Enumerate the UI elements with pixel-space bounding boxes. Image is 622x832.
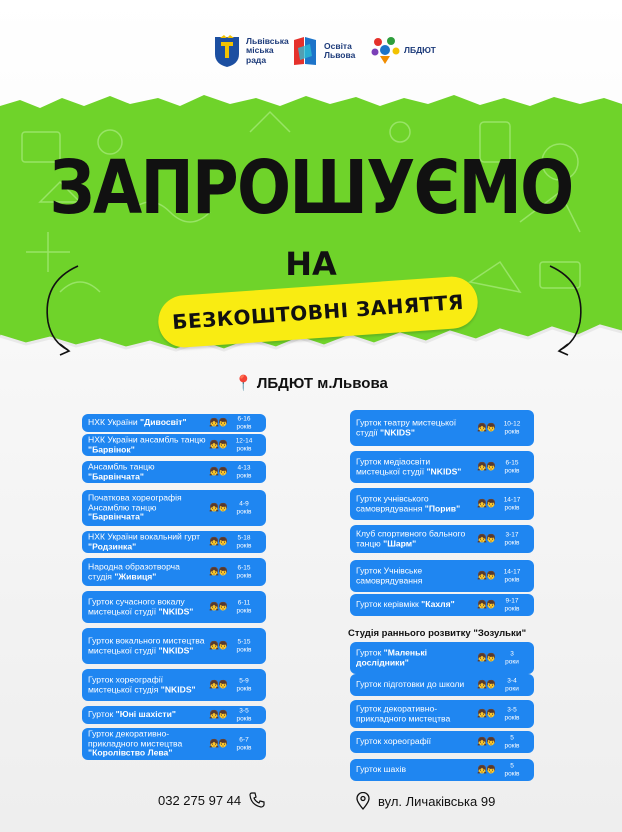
age-range-unit: років: [504, 742, 520, 749]
age-range-value: 3: [510, 650, 514, 658]
activity-name: [88, 562, 206, 581]
city-logo-line1: Львівська: [246, 35, 289, 46]
age-range-unit: років: [236, 472, 252, 479]
activity-card[interactable]: [350, 410, 534, 446]
location-label: ЛБДЮТ м.Львова: [256, 375, 388, 392]
lbdyut-logo-text: ЛБДЮТ: [404, 45, 436, 56]
age-range-value: 3-5: [507, 706, 517, 714]
title-na: НА: [285, 245, 337, 283]
activity-name-text: Ансамбль танцю: [88, 461, 155, 472]
activity-name: [356, 566, 474, 585]
age-range-value: 14-17: [503, 568, 521, 576]
activity-name-text: Гурток шахів: [356, 764, 407, 775]
lbdyut-logo: [370, 34, 436, 68]
age-range: [226, 737, 262, 752]
activity-name-quoted: "Порив": [424, 503, 461, 513]
phone-icon: [249, 792, 265, 808]
age-range-value: 3-5: [239, 707, 249, 715]
age-range-unit: років: [504, 576, 520, 583]
age-range-unit: років: [236, 646, 252, 653]
children-emoji-icon: 👧👦: [477, 653, 495, 663]
age-range-unit: роки: [505, 658, 519, 665]
activity-card[interactable]: [82, 591, 266, 623]
studio-heading: Студія раннього розвитку "Зозульки": [348, 628, 527, 639]
age-range: [226, 438, 262, 453]
age-range: [494, 421, 530, 436]
age-range-value: 4-9: [239, 500, 249, 508]
activity-name: [88, 462, 206, 481]
activity-name-text: Гурток хореографії мистецької студія: [88, 674, 164, 694]
age-range: [226, 465, 262, 480]
activity-name-quoted: "Юні шахісти": [115, 709, 176, 720]
children-emoji-icon: 👧👦: [209, 567, 227, 577]
activity-name-quoted: "Дивосвіт": [140, 417, 187, 428]
location-heading: [0, 374, 622, 392]
age-range-unit: років: [236, 572, 252, 579]
children-emoji-icon: 👧👦: [209, 418, 227, 428]
age-range-unit: років: [236, 508, 252, 515]
lviv-city-council-logo: [212, 34, 289, 68]
activity-name-text: Гурток вокального мистецтва мистецької студії: [88, 635, 205, 655]
activity-name: [88, 597, 206, 616]
edu-logo-line1: Освіта: [324, 40, 352, 51]
age-range-value: 5: [510, 734, 514, 742]
activity-name-quoted: "Барвінок": [88, 444, 135, 454]
activity-card[interactable]: [82, 434, 266, 456]
activity-name-text: Клуб спортивного бального танцю: [356, 528, 466, 548]
age-range-value: 3-4: [507, 677, 517, 685]
activity-name-quoted: "Родзинка": [88, 541, 137, 551]
children-emoji-icon: 👧👦: [209, 537, 227, 547]
phone-contact[interactable]: [158, 792, 265, 808]
activity-name-quoted: "Шарм": [383, 538, 417, 548]
activity-card[interactable]: [82, 706, 266, 724]
activity-card[interactable]: [82, 669, 266, 701]
phone-number: 032 275 97 44: [158, 792, 242, 808]
age-range: [226, 678, 262, 693]
activity-card[interactable]: [350, 700, 534, 728]
city-logo-line3: рада: [246, 54, 267, 65]
activity-card[interactable]: [82, 558, 266, 586]
logo-bar: [0, 34, 622, 80]
activity-name: [356, 418, 474, 437]
activity-card[interactable]: [82, 461, 266, 483]
activity-name-text: Гурток декоративно-прикладного мистецтва: [88, 728, 183, 749]
age-range-unit: років: [236, 445, 252, 452]
free-classes-label: БЕЗКОШТОВНІ ЗАНЯТТЯ: [171, 289, 465, 335]
age-range-unit: років: [236, 685, 252, 692]
activity-card[interactable]: [82, 414, 266, 432]
age-range: [494, 763, 530, 778]
activity-name-text: НХК України ансамбль танцю: [88, 434, 206, 445]
city-logo-line2: міська: [246, 45, 274, 56]
activity-name-quoted: "NKIDS": [160, 684, 196, 694]
age-range: [494, 460, 530, 475]
activity-name: [88, 675, 206, 694]
age-range-unit: років: [504, 467, 520, 474]
address-text: вул. Личаківська 99: [378, 793, 496, 809]
activity-card[interactable]: [350, 451, 534, 483]
activity-name-text: Гурток учнівського самоврядування: [356, 493, 429, 513]
age-range-value: 10-12: [503, 420, 521, 428]
age-range-value: 12-14: [235, 437, 253, 445]
activity-name-text: Гурток: [356, 647, 384, 658]
activity-name-text: Гурток театру мистецької студії: [356, 417, 457, 437]
left-curved-arrow-icon: [38, 262, 88, 358]
children-emoji-icon: 👧👦: [209, 680, 227, 690]
age-range-value: 5-15: [237, 638, 251, 646]
age-range: [226, 708, 262, 723]
activity-card[interactable]: [82, 728, 266, 760]
activity-name-quoted: "Барвінчата": [88, 471, 144, 481]
children-emoji-icon: 👧👦: [477, 709, 495, 719]
age-range-unit: років: [236, 423, 252, 430]
osvita-lvova-logo: [290, 34, 355, 68]
age-range-unit: років: [504, 504, 520, 511]
age-range: [226, 501, 262, 516]
activity-name-text: НХК України вокальний гурт: [88, 531, 201, 542]
age-range: [494, 651, 530, 666]
activity-name: [356, 680, 474, 690]
map-pin-icon: [356, 792, 370, 810]
age-range: [226, 535, 262, 550]
activity-name: [88, 418, 206, 428]
age-range-value: 3-17: [505, 531, 519, 539]
activity-card[interactable]: [350, 642, 534, 674]
age-range-unit: років: [236, 744, 252, 751]
activity-card[interactable]: [82, 628, 266, 664]
age-range-unit: років: [236, 607, 252, 614]
address-contact[interactable]: [356, 792, 495, 810]
age-range-value: 6-16: [237, 415, 251, 423]
age-range: [226, 565, 262, 580]
activity-name-text: Народна образотворча студія: [88, 561, 180, 581]
activity-name: [88, 730, 206, 759]
activity-card[interactable]: [350, 488, 534, 520]
activity-name-text: Початкова хореографія Ансамблю танцю: [88, 492, 182, 513]
age-range-value: 5-18: [237, 534, 251, 542]
age-range: [494, 569, 530, 584]
children-emoji-icon: 👧👦: [209, 739, 227, 749]
activity-name-quoted: "NKIDS": [380, 427, 415, 437]
activity-card[interactable]: [350, 674, 534, 696]
activity-name: [88, 636, 206, 655]
activity-name: [356, 737, 474, 747]
age-range-value: 14-17: [503, 496, 521, 504]
age-range: [226, 600, 262, 615]
age-range-value: 6-15: [237, 564, 251, 572]
activity-name-quoted: "Маленькі дослідники": [356, 647, 428, 667]
activity-name: [356, 600, 474, 610]
children-emoji-icon: 👧👦: [477, 499, 495, 509]
children-emoji-icon: 👧👦: [477, 571, 495, 581]
activity-name: [356, 494, 474, 513]
age-range-value: 5: [510, 762, 514, 770]
age-range-unit: роки: [505, 685, 519, 692]
activity-name: [356, 648, 474, 667]
age-range-unit: років: [504, 428, 520, 435]
activity-name-quoted: "Кахля": [421, 599, 455, 610]
children-emoji-icon: 👧👦: [477, 423, 495, 433]
activity-name-text: Гурток: [88, 709, 116, 720]
age-range-value: 5-9: [239, 677, 249, 685]
age-range-unit: років: [504, 714, 520, 721]
age-range: [226, 416, 262, 431]
age-range: [226, 639, 262, 654]
lbdyut-star-icon: [370, 34, 400, 68]
activity-name-text: Гурток хореографії: [356, 736, 432, 747]
children-emoji-icon: 👧👦: [477, 680, 495, 690]
activity-name-quoted: "NKIDS": [158, 645, 194, 655]
age-range-value: 6-7: [239, 736, 249, 744]
children-emoji-icon: 👧👦: [477, 765, 495, 775]
activity-name-text: Гурток декоративно-прикладного мистецтва: [356, 703, 451, 723]
age-range-value: 4-13: [237, 464, 251, 472]
edu-logo-line2: Львова: [324, 50, 356, 60]
age-range: [494, 532, 530, 547]
activity-name: [88, 710, 206, 720]
coat-of-arms-icon: [212, 34, 242, 68]
activity-name: [356, 457, 474, 476]
age-range-value: 6-15: [505, 459, 519, 467]
age-range-value: 6-11: [237, 599, 251, 607]
age-range-unit: років: [236, 542, 252, 549]
children-emoji-icon: 👧👦: [209, 503, 227, 513]
activity-card[interactable]: [82, 490, 266, 526]
activity-name: [88, 494, 206, 523]
age-range: [494, 497, 530, 512]
age-range: [494, 598, 530, 613]
main-title: ЗАПРОШУЄМО: [49, 145, 573, 231]
children-emoji-icon: 👧👦: [209, 710, 227, 720]
location-pin-icon: 📍: [234, 375, 253, 392]
children-emoji-icon: 👧👦: [209, 602, 227, 612]
age-range-unit: років: [236, 715, 252, 722]
activity-name-text: НХК України: [88, 417, 141, 428]
children-emoji-icon: 👧👦: [209, 641, 227, 651]
activity-name-text: Гурток сучасного вокалу мистецької студії: [88, 596, 185, 616]
activity-name-quoted: "NKIDS": [158, 606, 194, 616]
children-emoji-icon: 👧👦: [209, 440, 227, 450]
right-curved-arrow-icon: [540, 262, 590, 358]
activity-name-quoted: "NKIDS": [426, 466, 462, 476]
activity-name: [88, 435, 206, 454]
age-range: [494, 735, 530, 750]
activity-name: [88, 532, 206, 551]
activity-name: [356, 704, 474, 723]
activity-name-quoted: "Барвінчата": [88, 511, 144, 522]
children-emoji-icon: 👧👦: [477, 600, 495, 610]
age-range-unit: років: [504, 605, 520, 612]
age-range: [494, 707, 530, 722]
children-emoji-icon: 👧👦: [477, 737, 495, 747]
activity-card[interactable]: [82, 531, 266, 553]
children-emoji-icon: 👧👦: [209, 467, 227, 477]
activity-card[interactable]: [350, 560, 534, 592]
activity-card[interactable]: [350, 594, 534, 616]
age-range-value: 9-17: [505, 597, 519, 605]
osvita-book-icon: [290, 34, 320, 68]
age-range-unit: років: [504, 770, 520, 777]
activity-name-text: Гурток медіаосвіти мистецької студії: [356, 456, 431, 476]
age-range-unit: років: [504, 539, 520, 546]
activity-card[interactable]: [350, 731, 534, 753]
activity-name-quoted: "Королівство Лева": [88, 747, 173, 758]
age-range: [494, 678, 530, 693]
activity-card[interactable]: [350, 525, 534, 553]
activity-name-quoted: "Живиця": [114, 571, 157, 581]
activity-name: [356, 529, 474, 548]
activity-name-text: Гурток Учнівське самоврядування: [356, 565, 423, 585]
activity-card[interactable]: [350, 759, 534, 781]
children-emoji-icon: 👧👦: [477, 534, 495, 544]
activity-name-text: Гурток підготовки до школи: [356, 679, 465, 690]
activity-name: [356, 765, 474, 775]
activity-name-text: Гурток керівмікк: [356, 599, 422, 610]
children-emoji-icon: 👧👦: [477, 462, 495, 472]
